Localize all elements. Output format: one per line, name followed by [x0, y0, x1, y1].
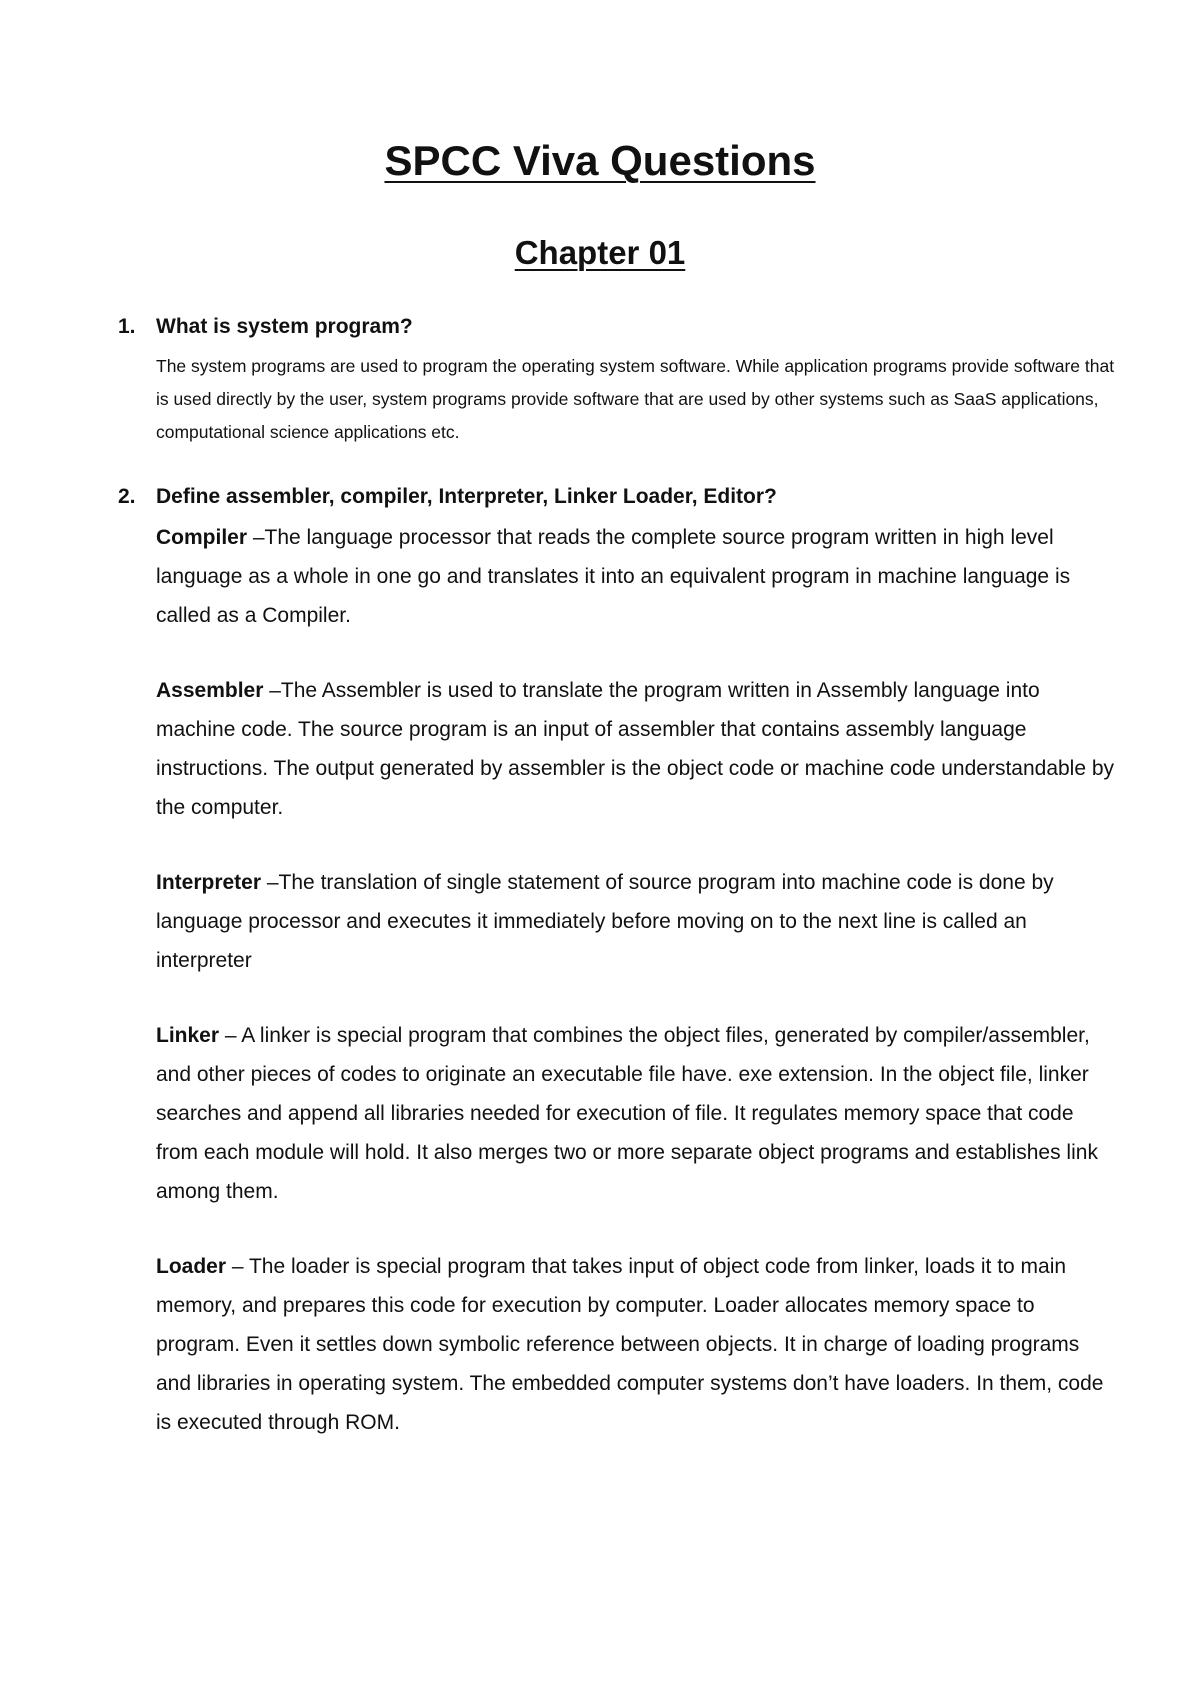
- chapter-heading: Chapter 01: [514, 234, 686, 271]
- definition-compiler: [156, 518, 1118, 635]
- definition-text: – A linker is special program that combines the object files, generated by compiler/assembler, and other pieces of codes to originate an executable file have. exe extension. In the object file, linker searches and append all libraries needed for execution of file. It regulates memory space that code from each module will hold. It also merges two or more separate object programs and establishes link among them.: [156, 1024, 1098, 1203]
- question-text: Define assembler, compiler, Interpreter, Linker Loader, Editor?: [156, 485, 777, 508]
- answer-text: The system programs are used to program the operating system software. While application programs provide software that is used directly by the user, system programs provide software that are used by other systems such as SaaS applications, computational science applications etc.: [156, 356, 1115, 442]
- question-number: 1.: [118, 315, 136, 338]
- definition-term: Loader: [156, 1255, 227, 1278]
- definition-text: –The Assembler is used to translate the program written in Assembly language into machine code. The source program is an input of assembler that contains assembly language instructions. The output generated by assembler is the object code or machine code understandable by the computer.: [156, 679, 1115, 819]
- definition-term: Interpreter: [156, 871, 262, 894]
- question-number: 2.: [118, 485, 136, 508]
- question-heading: [118, 312, 1118, 342]
- definition-loader: [156, 1247, 1118, 1442]
- definitions-list: [156, 518, 1118, 1442]
- definition-text: – The loader is special program that takes input of object code from linker, loads it to main memory, and prepares this code for execution by computer. Loader allocates memory space to program. Even it settles down symbolic reference between objects. It in charge of loading programs and libraries in operating system. The embedded computer systems don’t have loaders. In them, code is executed through ROM.: [156, 1255, 1104, 1434]
- document-title: SPCC Viva Questions: [384, 137, 816, 184]
- definition-text: –The translation of single statement of source program into machine code is done by language processor and executes it immediately before moving on to the next line is called an interpreter: [156, 871, 1054, 972]
- question-item-1: [118, 312, 1118, 449]
- definition-term: Compiler: [156, 526, 248, 549]
- definition-term: Linker: [156, 1024, 220, 1047]
- question-text: What is system program?: [156, 315, 413, 338]
- definition-assembler: [156, 671, 1118, 827]
- definition-linker: [156, 1016, 1118, 1211]
- definition-text: –The language processor that reads the complete source program written in high level language as a whole in one go and translates it into an equivalent program in machine language is called as a Compiler.: [156, 526, 1071, 627]
- definition-term: Assembler: [156, 679, 264, 702]
- question-heading: [118, 482, 1118, 512]
- definition-interpreter: [156, 863, 1118, 980]
- question-item-2: [118, 482, 1118, 1478]
